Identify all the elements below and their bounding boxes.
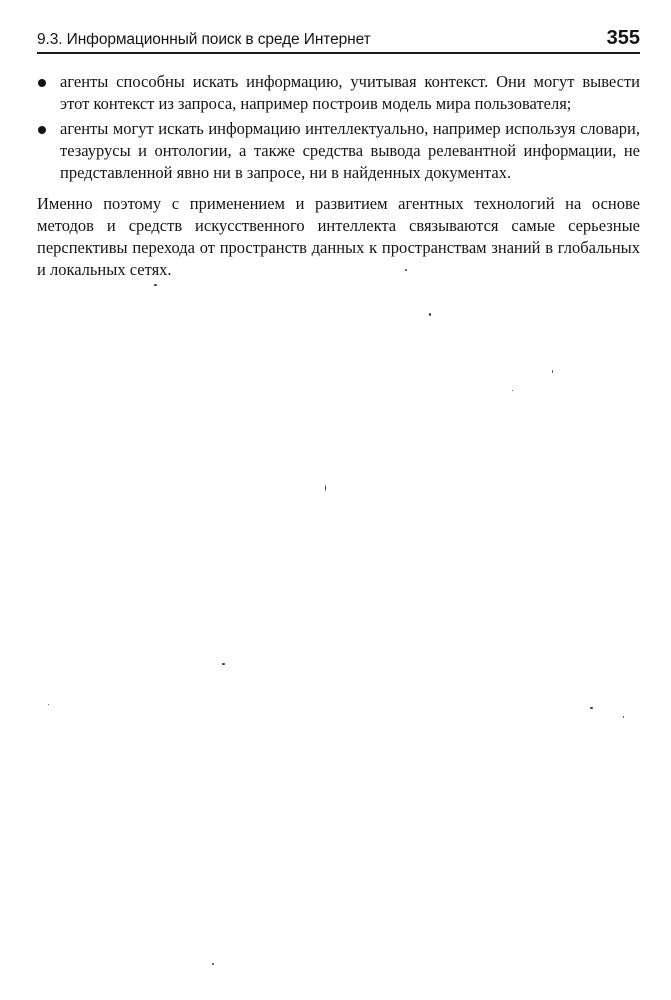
bullet-text: агенты могут искать информацию интеллектуально, например используя словари, тезаурусы и онтологии, а также средства вывода релевантной информации, не представленной явно ни в запросе, ни в найденных документах. xyxy=(60,119,640,182)
scan-speck xyxy=(325,485,326,491)
scan-speck xyxy=(405,269,407,271)
scan-speck xyxy=(154,284,157,286)
bullet-item xyxy=(37,71,640,115)
body-text xyxy=(37,71,640,281)
scan-speck xyxy=(623,716,624,718)
running-title: 9.3. Информационный поиск в среде Интернет xyxy=(37,31,371,48)
scan-speck xyxy=(590,707,593,709)
scan-speck xyxy=(212,963,214,965)
scan-speck xyxy=(48,704,49,705)
scan-speck xyxy=(429,313,431,316)
bullet-text: агенты способны искать информацию, учитывая контекст. Они могут вывести этот контекст из запроса, например построив модель мира пользователя; xyxy=(60,72,640,113)
bullet-dot-icon xyxy=(38,79,46,87)
bullet-list xyxy=(37,71,640,184)
scan-speck xyxy=(222,663,225,665)
scan-speck xyxy=(512,390,513,391)
bullet-item xyxy=(37,118,640,184)
scan-speck xyxy=(552,370,553,373)
page-number: 355 xyxy=(606,27,640,49)
body-paragraph: Именно поэтому с применением и развитием агентных технологий на основе методов и средств искусственного интеллекта связываются самые серьезные перспективы перехода от пространств данных к пространствам знаний в глобальных и локальных сетях. xyxy=(37,194,640,279)
bullet-dot-icon xyxy=(38,126,46,134)
running-header xyxy=(37,26,640,54)
